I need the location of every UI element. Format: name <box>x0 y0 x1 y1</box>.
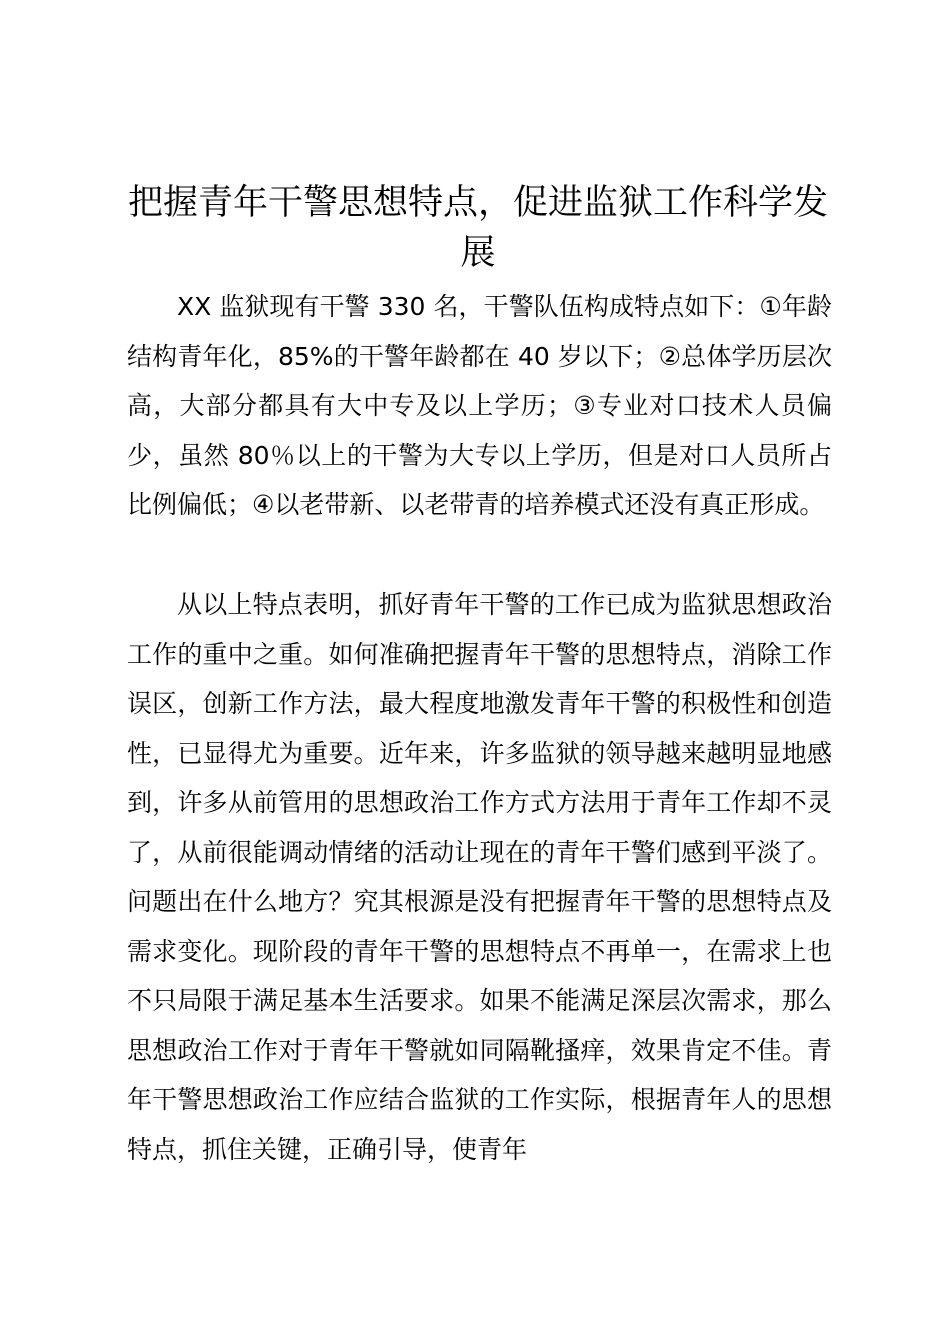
document-title: 把握青年干警思想特点，促进监狱工作科学发展 <box>127 183 828 273</box>
paragraph-1: XX 监狱现有干警 330 名，干警队伍构成特点如下：①年龄结构青年化，85%的干警年龄都在 40 岁以下；②总体学历层次高，大部分都具有大中专及以上学历；③专业对口技术人员偏少，虽然 80％以上的干警为大专以上学历，但是对口人员所占比例偏低；④以老带新、以老带青的培养模式还没有真正形成。 <box>127 292 832 519</box>
paragraph-2: 从以上特点表明，抓好青年干警的工作已成为监狱思想政治工作的重中之重。如何准确把握青年干警的思想特点，消除工作误区，创新工作方法，最大程度地激发青年干警的积极性和创造性，已显得尤为重要。近年来，许多监狱的领导越来越明显地感到，许多从前管用的思想政治工作方式方法用于青年工作却不灵了，从前很能调动情绪的活动让现在的青年干警们感到平淡了。问题出在什么地方？究其根源是没有把握青年干警的思想特点及需求变化。现阶段的青年干警的思想特点不再单一，在需求上也不只局限于满足基本生活要求。如果不能满足深层次需求，那么思想政治工作对于青年干警就如同隔靴搔痒，效果肯定不佳。青年干警思想政治工作应结合监狱的工作实际，根据青年人的思想特点，抓住关键，正确引导，使青年 <box>127 590 832 1164</box>
